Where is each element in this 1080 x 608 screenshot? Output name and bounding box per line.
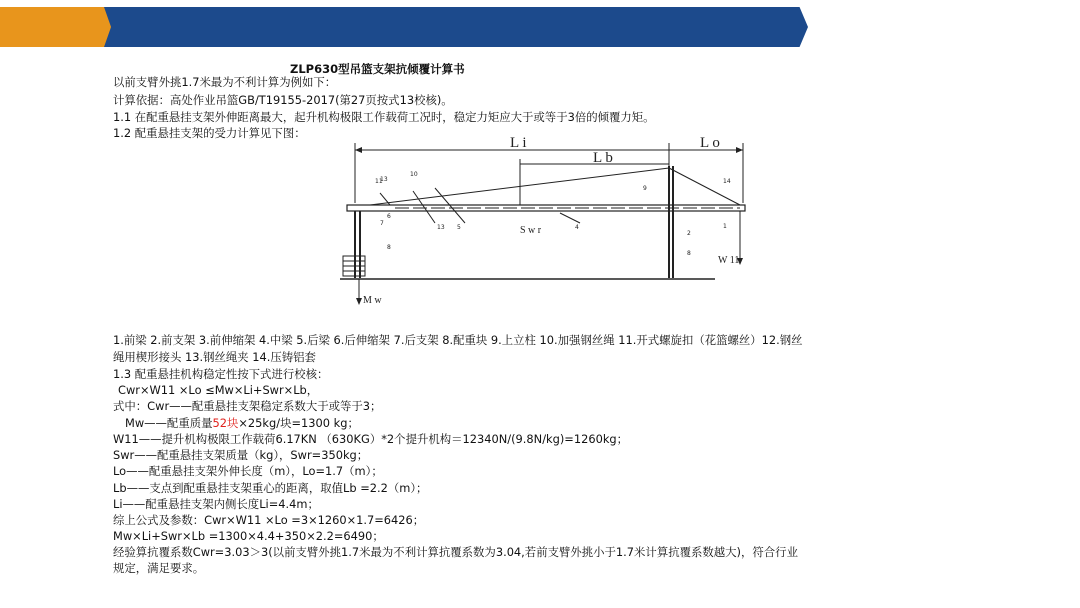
part-7: 7 [380,220,384,227]
header-banner [104,7,808,47]
lb-line: Lb——支点到配重悬挂支架重心的距离，取值Lb =2.2（m）； [113,481,428,495]
part-11: 11 [375,178,383,185]
swr-line: Swr——配重悬挂支架质量（kg），Swr=350kg； [113,448,369,462]
w11-line: W11——提升机构极限工作载荷6.17KN （630KG）*2个提升机构＝12340N/(9.8N/kg)=1260kg； [113,432,629,446]
conclusion-line-1: 经验算抗覆系数Cwr=3.03＞3(以前支臂外挑1.7米最为不利计算抗覆系数为3.04,若前支臂外挑小于1.7米计算抗覆系数越大)，符合行业 [113,545,798,559]
page-title: ZLP630型吊篮支架抗倾覆计算书 [290,62,465,76]
counterweight-mass-line [125,416,359,431]
summary-line: 综上公式及参数：Cwr×W11 ×Lo =3×1260×1.7=6426； [113,513,425,527]
legend-line-2: 绳用楔形接头 13.钢丝绳夹 14.压铸铝套 [113,350,316,364]
section-1-3: 1.3 配重悬挂机构稳定性按下式进行校核： [113,367,329,381]
calc-line: Mw×Li+Swr×Lb =1300×4.4+350×2.2=6490； [113,529,384,543]
part-2: 2 [687,230,691,237]
counterweight-value: ×25kg/块=1300 kg； [238,416,359,430]
where-line: 式中：Cwr——配重悬挂支架稳定系数大于或等于3； [113,399,382,413]
part-14: 14 [723,178,731,185]
basis-line: 计算依据：高处作业吊篮GB/T19155-2017(第27页按式13校核)。 [113,93,453,107]
section-1-2: 1.2 配重悬挂支架的受力计算见下图： [113,126,306,140]
bracket-force-diagram [335,133,755,308]
lo-line: Lo——配重悬挂支架外伸长度（m），Lo=1.7（m）； [113,464,383,478]
label-lo: L o [700,135,720,151]
stability-formula: Cwr×W11 ×Lo ≤Mw×Li+Swr×Lb， [118,383,319,397]
label-li: L i [510,135,527,151]
part-6: 6 [387,213,391,220]
conclusion-line-2: 规定，满足要求。 [113,561,205,575]
part-9: 9 [643,185,647,192]
part-10: 10 [410,171,418,178]
part-1: 1 [723,223,727,230]
counterweight-label: Mw——配重质量 [125,416,213,430]
label-swr: S w r [520,225,542,236]
part-8b: 8 [687,250,691,257]
counterweight-count: 52块 [212,416,239,430]
part-4: 4 [575,224,579,231]
part-13b: 13 [437,224,445,231]
part-8: 8 [387,244,391,251]
li-line: Li——配重悬挂支架内侧长度Li=4.4m； [113,497,319,511]
label-w11: W 11 [718,255,740,266]
section-1-1: 1.1 在配重悬挂支架外伸距离最大，起升机构极限工作载荷工况时，稳定力矩应大于或等于3倍的倾覆力矩。 [113,110,655,124]
header-accent-chevron [0,7,112,47]
label-lb: L b [593,150,613,166]
part-13: 13 [380,176,388,183]
legend-line-1: 1.前梁 2.前支架 3.前伸缩架 4.中梁 5.后梁 6.后伸缩架 7.后支架 8.配重块 9.上立柱 10.加强钢丝绳 11.开式螺旋扣（花篮螺丝）12.钢丝 [113,333,803,347]
part-5: 5 [457,224,461,231]
intro-line: 以前支臂外挑1.7米最为不利计算为例如下： [113,75,337,89]
label-mw: M w [363,295,382,306]
